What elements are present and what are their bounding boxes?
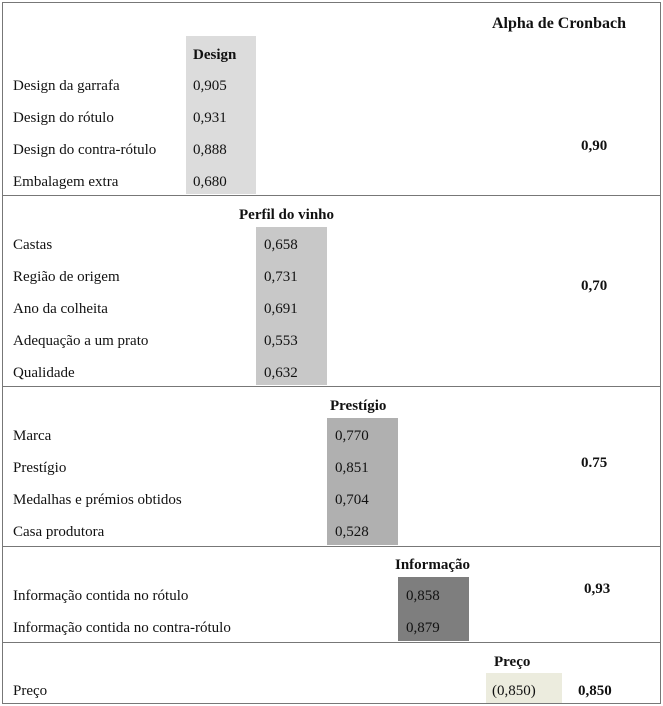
alpha-value-perfil: 0,70: [581, 278, 608, 294]
item-value: 0,632: [264, 365, 298, 381]
item-value: 0,691: [264, 301, 298, 317]
section-divider: [2, 642, 661, 643]
item-label: Embalagem extra: [13, 174, 119, 190]
item-label: Informação contida no contra-rótulo: [13, 620, 231, 636]
alpha-value-prestigio: 0.75: [581, 455, 608, 471]
item-value: 0,680: [193, 174, 227, 190]
item-label: Prestígio: [13, 460, 67, 476]
section-title-informacao: Informação: [395, 557, 470, 573]
section-divider: [2, 195, 661, 196]
item-label: Medalhas e prémios obtidos: [13, 492, 182, 508]
item-label: Preço: [13, 683, 48, 699]
item-value: 0,704: [335, 492, 369, 508]
alpha-value-preco: 0,850: [578, 683, 612, 699]
section-title-preco: Preço: [494, 654, 531, 670]
item-label: Design da garrafa: [13, 78, 120, 94]
alpha-value-informacao: 0,93: [584, 581, 611, 597]
alpha-column-header: Alpha de Cronbach: [492, 15, 626, 32]
item-value: 0,851: [335, 460, 369, 476]
item-label: Ano da colheita: [13, 301, 108, 317]
item-value: 0,770: [335, 428, 369, 444]
item-label: Design do rótulo: [13, 110, 114, 126]
section-title-design: Design: [193, 47, 237, 63]
item-value: 0,879: [406, 620, 440, 636]
item-value: 0,658: [264, 237, 298, 253]
item-value: 0,553: [264, 333, 298, 349]
item-value: 0,858: [406, 588, 440, 604]
item-label: Marca: [13, 428, 52, 444]
section-title-prestigio: Prestígio: [330, 398, 387, 414]
item-value: 0,905: [193, 78, 227, 94]
item-label: Adequação a um prato: [13, 333, 149, 349]
alpha-value-design: 0,90: [581, 138, 608, 154]
item-label: Qualidade: [13, 365, 75, 381]
item-value: 0,931: [193, 110, 227, 126]
item-value: 0,888: [193, 142, 227, 158]
item-label: Castas: [13, 237, 53, 253]
item-label: Informação contida no rótulo: [13, 588, 189, 604]
item-label: Região de origem: [13, 269, 120, 285]
section-title-perfil: Perfil do vinho: [239, 207, 335, 223]
section-divider: [2, 546, 661, 547]
item-label: Design do contra-rótulo: [13, 142, 157, 158]
item-label: Casa produtora: [13, 524, 105, 540]
section-divider: [2, 386, 661, 387]
item-value: 0,528: [335, 524, 369, 540]
item-value: 0,731: [264, 269, 298, 285]
item-value: (0,850): [492, 683, 536, 699]
